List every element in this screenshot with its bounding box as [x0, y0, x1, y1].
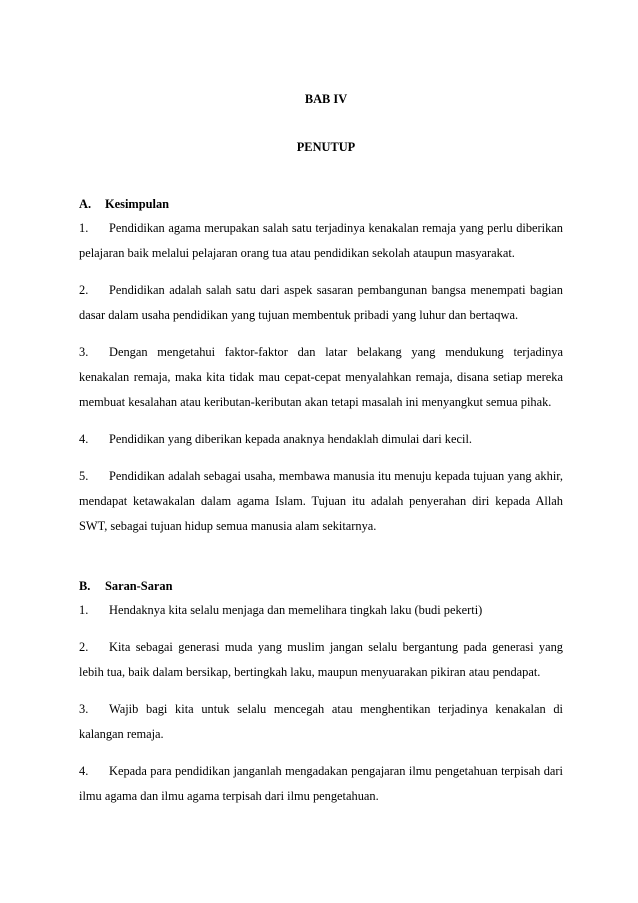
suggestion-item-2-number: 2.: [79, 640, 89, 654]
conclusion-item-1: [79, 216, 563, 266]
suggestion-item-4: [79, 759, 563, 809]
suggestion-item-1: [79, 598, 563, 623]
section-b-title-text: Saran-Saran: [105, 579, 173, 593]
suggestion-item-3: [79, 697, 563, 747]
conclusion-item-5-number: 5.: [79, 469, 89, 483]
suggestion-item-2-text: Kita sebagai generasi muda yang muslim jangan selalu bergantung pada generasi yang lebih tua, baik dalam bersikap, bertingkah laku, maupun menyuarakan pikiran atau pendapat.: [79, 640, 563, 679]
conclusion-item-4-text: Pendidikan yang diberikan kepada anaknya hendaklah dimulai dari kecil.: [109, 432, 472, 446]
section-b-title: [79, 574, 563, 598]
conclusion-item-1-number: 1.: [79, 221, 89, 235]
conclusion-item-2-number: 2.: [79, 283, 89, 297]
conclusion-item-3: [79, 340, 563, 415]
section-a-letter: A.: [79, 197, 92, 211]
suggestion-item-3-number: 3.: [79, 702, 89, 716]
suggestion-item-2: [79, 635, 563, 685]
chapter-title: PENUTUP: [296, 140, 356, 154]
section-a-title-text: Kesimpulan: [105, 197, 170, 211]
suggestion-item-3-text: Wajib bagi kita untuk selalu mencegah atau menghentikan terjadinya kenakalan di kalangan remaja.: [79, 702, 563, 741]
conclusion-item-4-number: 4.: [79, 432, 89, 446]
conclusion-item-1-text: Pendidikan agama merupakan salah satu terjadinya kenakalan remaja yang perlu diberikan pelajaran baik melalui pelajaran orang tua atau pendidikan sekolah ataupun masyarakat.: [79, 221, 563, 260]
suggestion-item-1-text: Hendaknya kita selalu menjaga dan memelihara tingkah laku (budi pekerti): [109, 603, 483, 617]
section-b-letter: B.: [79, 579, 91, 593]
conclusion-item-5-text: Pendidikan adalah sebagai usaha, membawa manusia itu menuju kepada tujuan yang akhir, mendapat ketawakalan dalam agama Islam. Tujuan itu adalah penyerahan diri kepada Allah SWT, sebagai tujuan hidup semua manusia alam sekitarnya.: [79, 469, 563, 533]
section-a-title: [79, 192, 563, 216]
conclusion-item-5: [79, 464, 563, 539]
chapter-heading: BAB IV: [304, 92, 348, 106]
conclusion-item-3-number: 3.: [79, 345, 89, 359]
suggestion-item-4-number: 4.: [79, 764, 89, 778]
suggestion-item-4-text: Kepada para pendidikan janganlah mengadakan pengajaran ilmu pengetahuan terpisah dari ilmu agama dan ilmu agama terpisah dari ilmu pengetahuan.: [79, 764, 563, 803]
document-body: [79, 192, 563, 809]
conclusion-item-3-text: Dengan mengetahui faktor-faktor dan latar belakang yang mendukung terjadinya kenakalan remaja, maka kita tidak mau cepat-cepat menyalahkan remaja, disana setiap mereka membuat kesalahan atau keributan-keributan akan tetapi masalah ini menyangkut semua pihak.: [79, 345, 563, 409]
conclusion-item-4: [79, 427, 563, 452]
suggestion-item-1-number: 1.: [79, 603, 89, 617]
conclusion-item-2: [79, 278, 563, 328]
conclusion-item-2-text: Pendidikan adalah salah satu dari aspek sasaran pembangunan bangsa menempati bagian dasar dalam usaha pendidikan yang tujuan membentuk pribadi yang luhur dan bertaqwa.: [79, 283, 563, 322]
